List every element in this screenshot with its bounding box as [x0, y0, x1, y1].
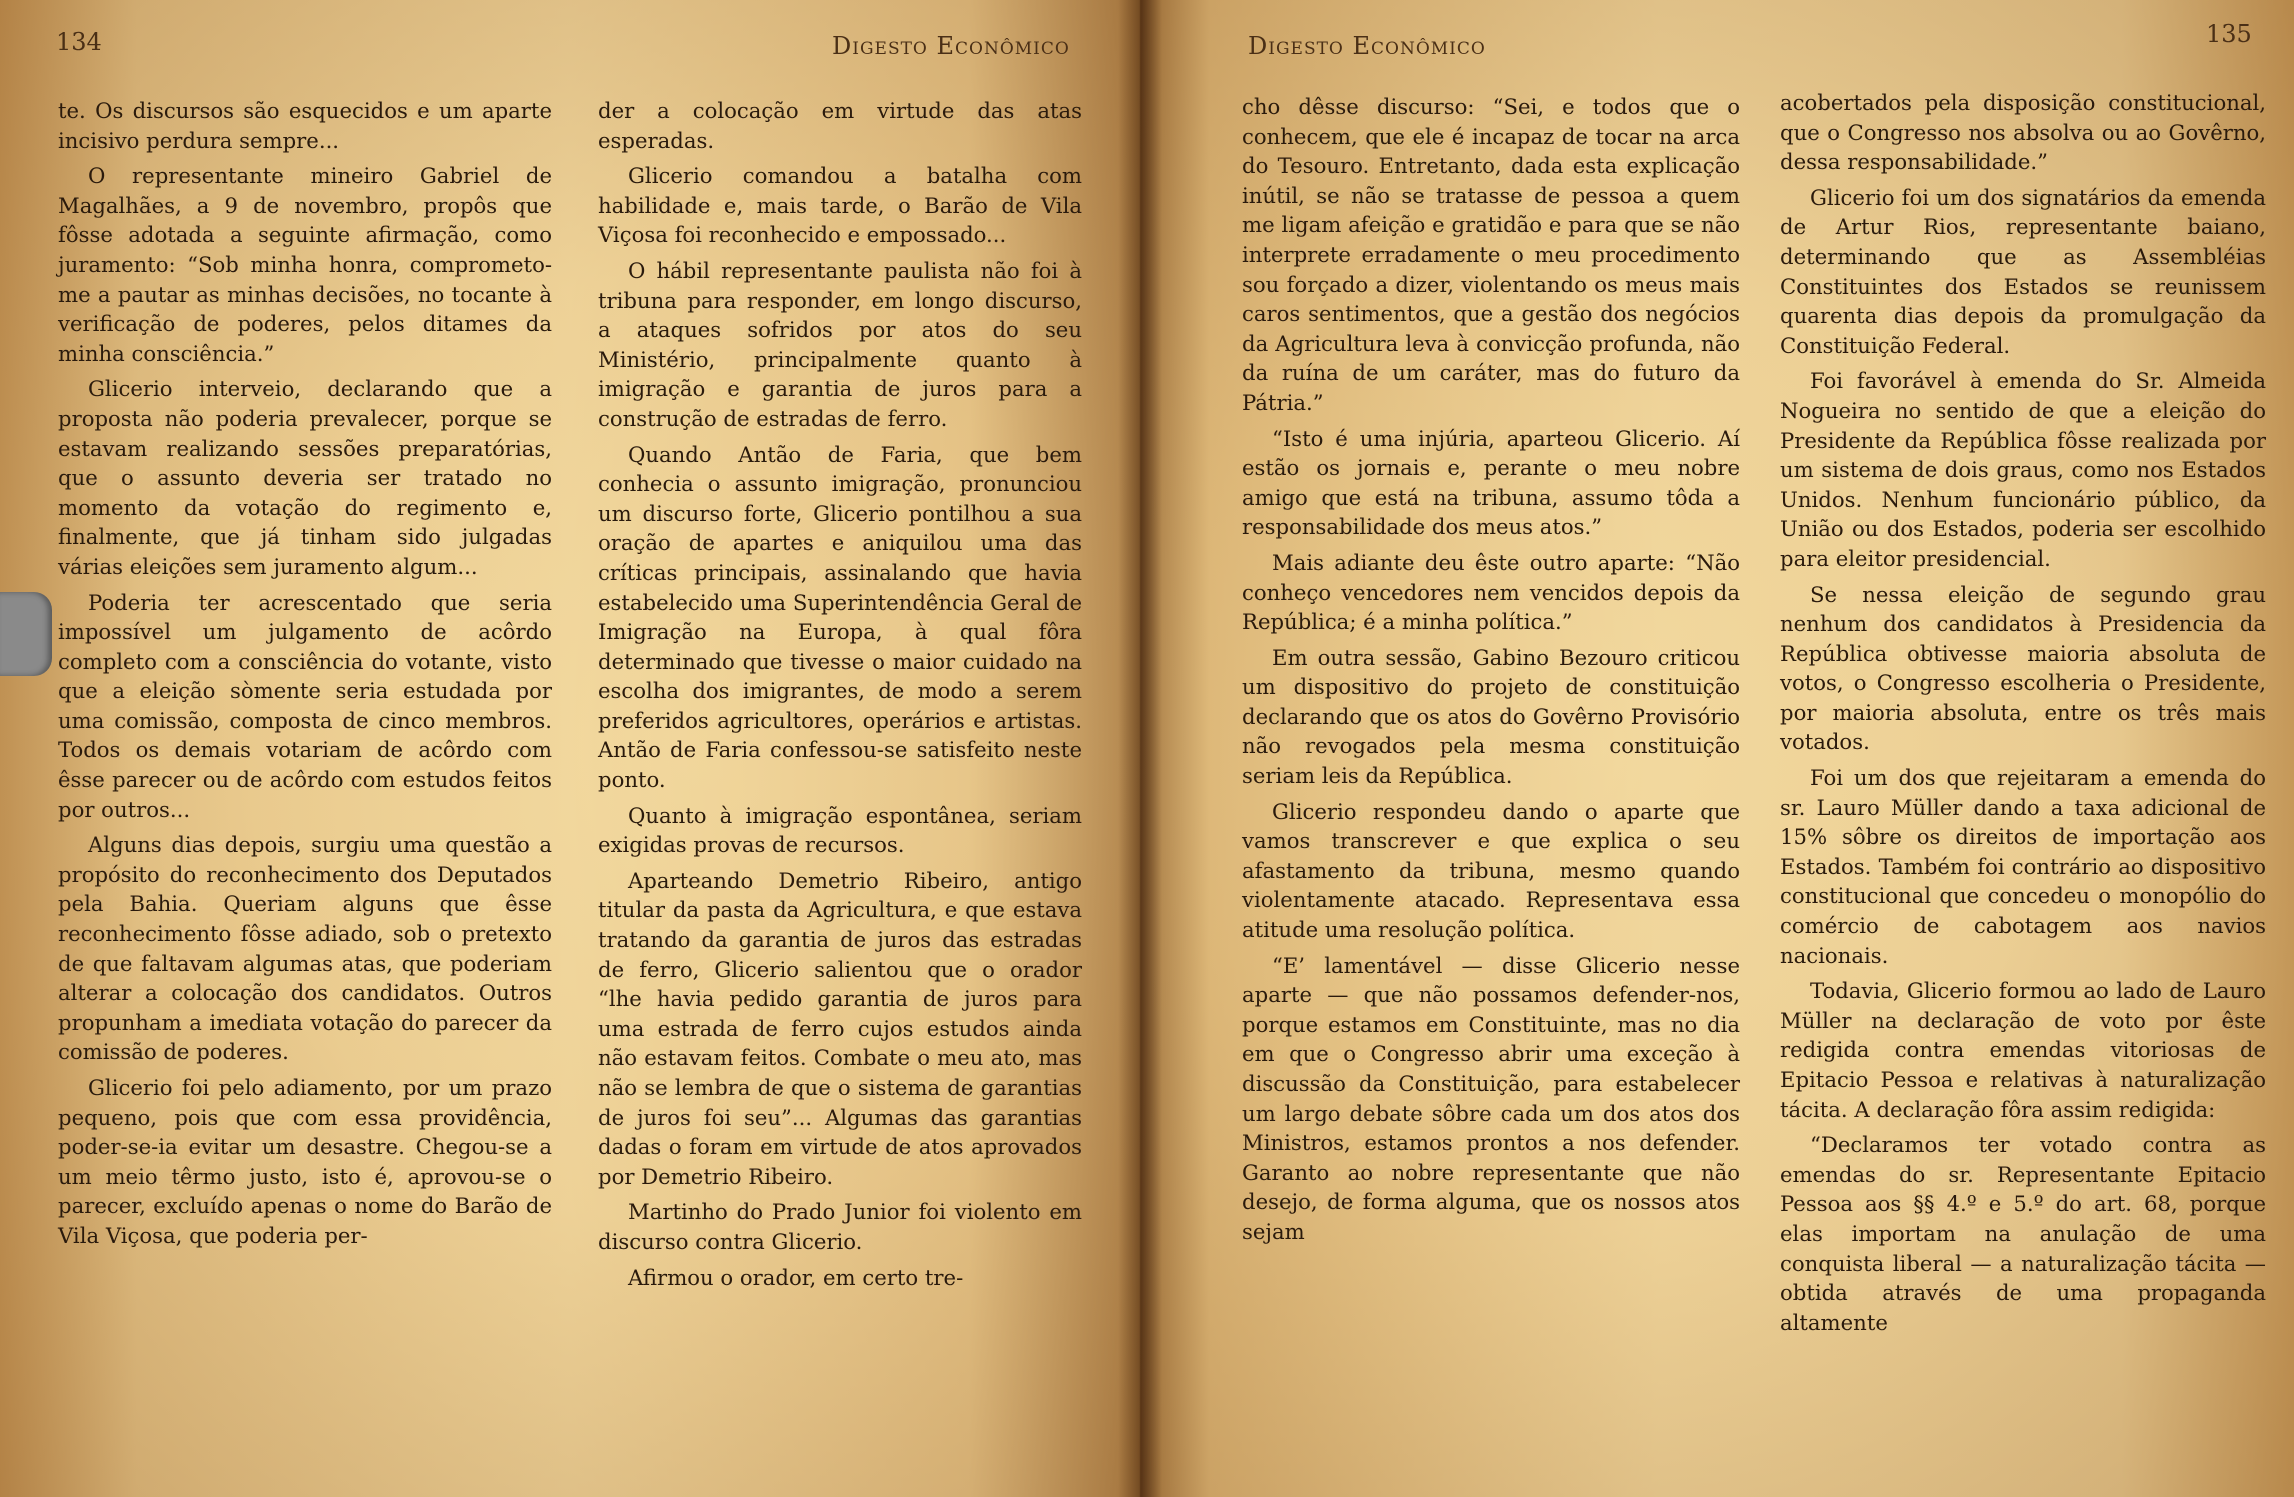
left-page-number: 134	[56, 28, 102, 56]
paragraph: O hábil representante paulista não foi à tribuna para responder, em longo discurso, a ataques sofridos por atos do seu Ministério, principalmente quanto à imigração e garantia de juros para a construção de estradas de ferro.	[598, 257, 1082, 431]
paragraph: “E’ lamentável — disse Glicerio nesse aparte — que não possamos defender-nos, porque estamos em Constituinte, mas no dia em que o Congresso abrir uma exceção à discussão da Constituição, para estabelecer um largo debate sôbre cada um dos atos dos Ministros, estamos prontos a nos defender. Garanto ao nobre representante que não desejo, de forma alguma, que os nossos atos sejam	[1242, 952, 1740, 1244]
paragraph: Mais adiante deu êste outro aparte: “Não conheço vencedores nem vencidos depois da República; é a minha política.”	[1242, 549, 1740, 635]
paragraph: O representante mineiro Gabriel de Magalhães, a 9 de novembro, propôs que fôsse adotada a seguinte afirmação, como juramento: “Sob minha honra, comprometo-me a pautar as minhas decisões, no tocante à verificação de poderes, pelos ditames da minha consciência.”	[58, 163, 552, 366]
paragraph: Quando Antão de Faria, que bem conhecia o assunto imigração, pronunciou um discurso forte, Glicerio pontilhou a sua oração de apartes e aniquilou uma das críticas principais, assinalando que havia estabelecido uma Superintendência Geral de Imigração na Europa, à qual fôra determinado que tivesse o maior cuidado na escolha dos imigrantes, de modo a serem preferidos agricultores, operários e artistas. Antão de Faria confessou-se satisfeito neste ponto.	[598, 441, 1082, 793]
paragraph: te. Os discursos são esquecidos e um aparte incisivo perdura sempre...	[58, 98, 552, 153]
paragraph: Em outra sessão, Gabino Bezouro criticou um dispositivo do projeto de constituição declarando que os atos do Govêrno Provisório não revogados pela mesma constituição seriam leis da República.	[1242, 644, 1740, 789]
paragraph: acobertados pela disposição constitucional, que o Congresso nos absolva ou ao Govêrno, dessa responsabilidade.”	[1780, 90, 2266, 175]
paragraph: Todavia, Glicerio formou ao lado de Lauro Müller na declaração de voto por êste redigida contra emendas vitoriosas de Epitacio Pessoa e relativas à naturalização tácita. A declaração fôra assim redigida:	[1780, 978, 2266, 1122]
paragraph: “Declaramos ter votado contra as emendas do sr. Representante Epitacio Pessoa aos §§ 4.º e 5.º do art. 68, porque elas importam na anulação de uma conquista liberal — a naturalização tácita — obtida através de uma propaganda altamente	[1780, 1132, 2266, 1335]
paragraph: Aparteando Demetrio Ribeiro, antigo titular da pasta da Agricultura, e que estava tratando da garantia de juros das estradas de ferro, Glicerio salientou que o orador “lhe havia pedido garantia de juros para uma estrada de ferro cujos estudos ainda não estavam feitos. Combate o meu ato, mas não se lembra de que o sistema de garantias de juros foi seu”... Algumas das garantias dadas o foram em virtude de atos aprovados por Demetrio Ribeiro.	[598, 867, 1082, 1189]
thumb-index-tab	[0, 592, 52, 676]
paragraph: Foi um dos que rejeitaram a emenda do sr. Lauro Müller dando a taxa adicional de 15% sôbre os direitos de importação aos Estados. Também foi contrário ao dispositivo constitucional que concedeu o monopólio do comércio de cabotagem aos navios nacionais.	[1780, 765, 2266, 968]
left-column-2	[598, 96, 1082, 1298]
paragraph: der a colocação em virtude das atas esperadas.	[598, 98, 1082, 153]
left-page	[0, 0, 1140, 1497]
paragraph: “Isto é uma injúria, aparteou Glicerio. Aí estão os jornais e, perante o meu nobre amigo que está na tribuna, assumo tôda a responsabilidade dos meus atos.”	[1242, 425, 1740, 540]
right-column-1	[1242, 92, 1740, 1253]
paragraph: Glicerio interveio, declarando que a proposta não poderia prevalecer, porque se estavam realizando sessões preparatórias, que o assunto deveria ser tratado no momento da votação do regimento e, finalmente, que já tinham sido julgadas várias eleições sem juramento algum...	[58, 376, 552, 579]
right-page-number: 135	[2206, 20, 2252, 48]
paragraph: Foi favorável à emenda do Sr. Almeida Nogueira no sentido de que a eleição do Presidente da República fôsse realizada por um sistema de dois graus, como nos Estados Unidos. Nenhum funcionário público, da União ou dos Estados, poderia ser escolhido para eleitor presidencial.	[1780, 368, 2266, 571]
right-column-2	[1780, 88, 2266, 1343]
right-page	[1140, 0, 2294, 1497]
paragraph: Glicerio comandou a batalha com habilidade e, mais tarde, o Barão de Vila Viçosa foi reconhecido e empossado...	[598, 163, 1082, 248]
book-gutter	[1118, 0, 1162, 1497]
paragraph: Afirmou o orador, em certo tre-	[628, 1264, 964, 1290]
paragraph: Se nessa eleição de segundo grau nenhum dos candidatos à Presidencia da República obtivesse maioria absoluta de votos, o Congresso escolheria o Presidente, por maioria absoluta, entre os três mais votados.	[1780, 581, 2266, 755]
paragraph: cho dêsse discurso: “Sei, e todos que o conhecem, que ele é incapaz de tocar na arca do Tesouro. Entretanto, dada esta explicação inútil, se não se tratasse de pessoa a quem me ligam afeição e gratidão e para que se não interprete erradamente o meu procedimento sou forçado a dizer, violentando os meus mais caros sentimentos, que a gestão dos negócios da Agricultura leva à convicção profunda, não da ruína de um caráter, mas do futuro da Pátria.”	[1242, 94, 1740, 415]
paragraph: Alguns dias depois, surgiu uma questão a propósito do reconhecimento dos Deputados pela Bahia. Queriam alguns que êsse reconhecimento fôsse adiado, sob o pretexto de que faltavam algumas atas, que poderiam alterar a colocação dos candidatos. Outros propunham a imediata votação do parecer da comissão de poderes.	[58, 832, 552, 1065]
paragraph: Quanto à imigração espontânea, seriam exigidas provas de recursos.	[598, 802, 1082, 858]
paragraph: Glicerio respondeu dando o aparte que vamos transcrever e que explica o seu afastamento da tribuna, mesmo quando violentamente atacado. Representava essa atitude uma resolução política.	[1242, 798, 1740, 943]
left-running-head: Digesto Econômico	[832, 32, 1070, 60]
paragraph: Poderia ter acrescentado que seria impossível um julgamento de acôrdo completo com a consciência do votante, visto que a eleição sòmente seria estudada por uma comissão, composta de cinco membros. Todos os demais votariam de acôrdo com êsse parecer ou de acôrdo com estudos feitos por outros...	[58, 589, 552, 822]
paragraph: Martinho do Prado Junior foi violento em discurso contra Glicerio.	[598, 1199, 1082, 1254]
right-running-head: Digesto Econômico	[1248, 32, 1486, 60]
paragraph: Glicerio foi um dos signatários da emenda de Artur Rios, representante baiano, determinando que as Assembléias Constituintes dos Estados se reunissem quarenta dias depois da promulgação da Constituição Federal.	[1780, 184, 2266, 358]
paragraph: Glicerio foi pelo adiamento, por um prazo pequeno, pois que com essa providência, poder-se-ia evitar um desastre. Chegou-se a um meio têrmo justo, isto é, aprovou-se o parecer, excluído apenas o nome do Barão de Vila Viçosa, que poderia per-	[58, 1075, 552, 1248]
left-column-1	[58, 96, 552, 1257]
